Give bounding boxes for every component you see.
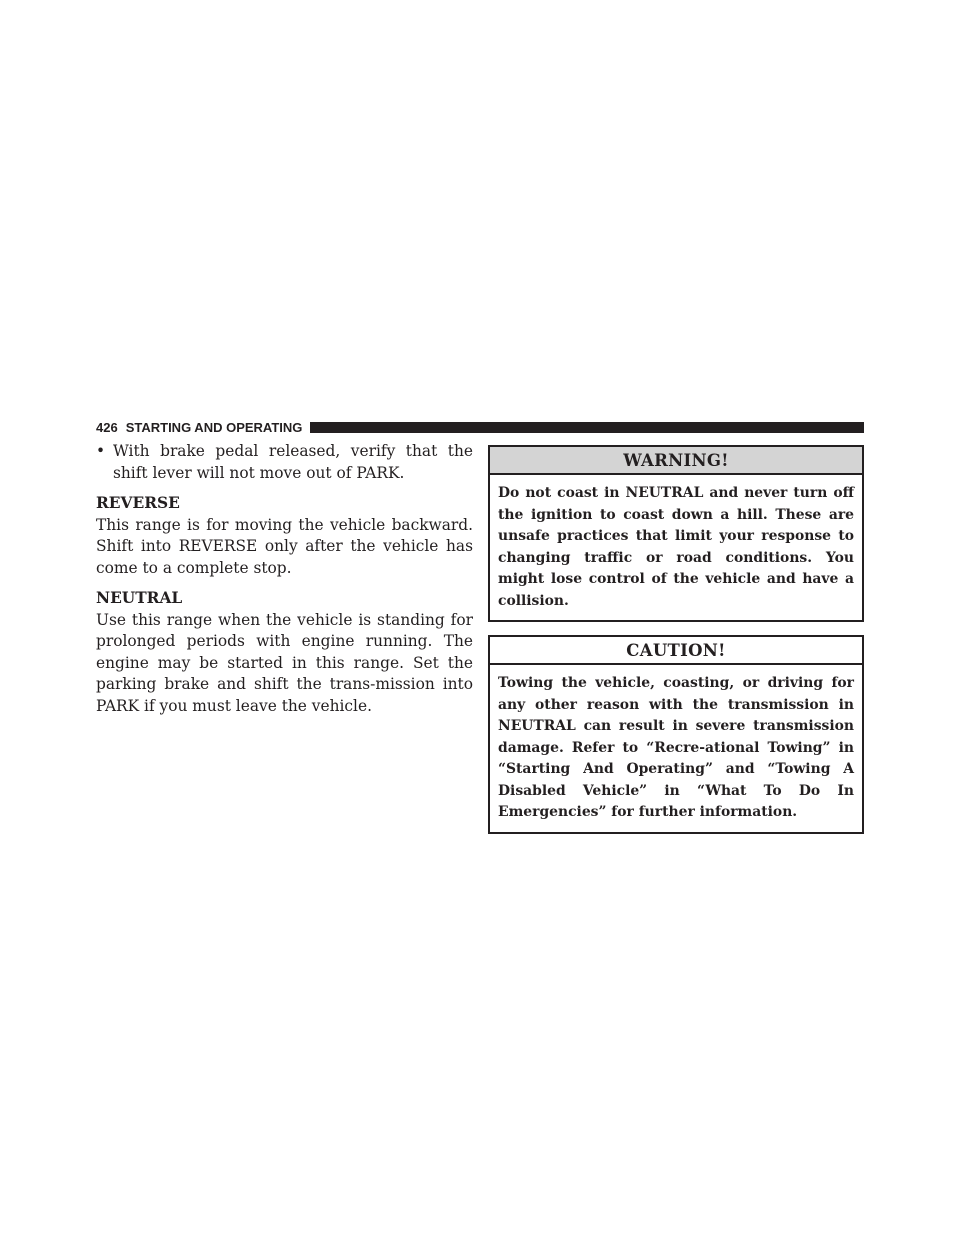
bullet-icon: •	[96, 442, 106, 460]
left-column	[96, 441, 473, 726]
caution-title: CAUTION!	[490, 637, 862, 665]
reverse-heading: REVERSE	[96, 494, 180, 512]
bullet-item	[96, 441, 473, 484]
reverse-paragraph: This range is for moving the vehicle backward. Shift into REVERSE only after the vehicle has come to a complete stop.	[96, 515, 473, 577]
right-column	[488, 445, 864, 834]
neutral-heading: NEUTRAL	[96, 589, 183, 607]
caution-box	[488, 635, 864, 834]
warning-title: WARNING!	[490, 447, 862, 475]
page-header	[96, 419, 864, 435]
warning-box	[488, 445, 864, 622]
page-number: 426	[96, 419, 118, 435]
neutral-paragraph: Use this range when the vehicle is standing for prolonged periods with engine running. The engine may be started in this range. Set the parking brake and shift the trans-mission into PARK if you must leave the vehicle.	[96, 610, 473, 715]
warning-text: Do not coast in NEUTRAL and never turn off the ignition to coast down a hill. These are unsafe practices that limit your response to changing traffic or road conditions. You might lose control of the vehicle and have a collision.	[498, 485, 854, 609]
bullet-text: With brake pedal released, verify that the shift lever will not move out of PARK.	[113, 442, 473, 482]
header-rule	[310, 422, 864, 433]
section-title: STARTING AND OPERATING	[125, 419, 303, 435]
caution-text: Towing the vehicle, coasting, or driving for any other reason with the transmission in NEUTRAL can result in severe transmission damage. Refer to “Recre-ational Towing” in “Starting And Operating” and “Towing A Disabled Vehicle” in “What To Do In Emergencies” for further information.	[498, 675, 854, 820]
